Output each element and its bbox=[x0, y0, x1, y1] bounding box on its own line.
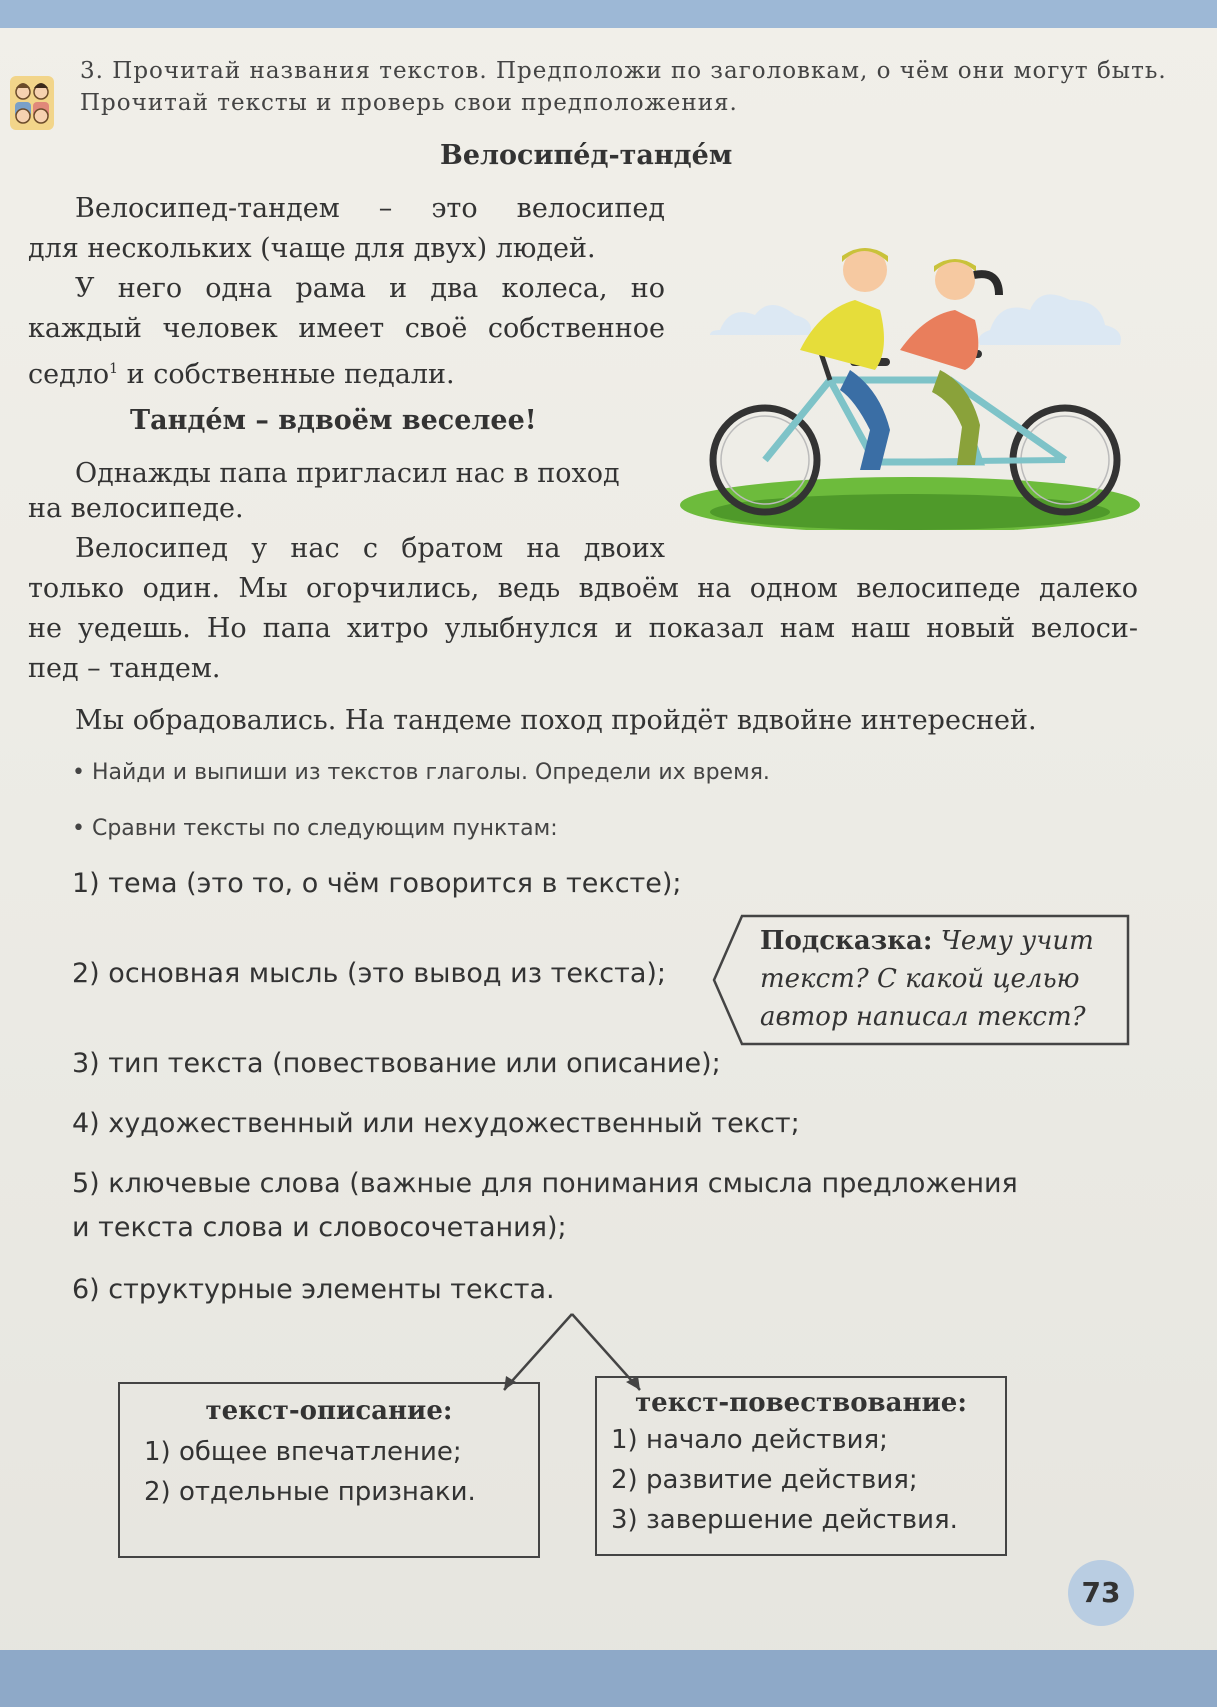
hint-question: автор написал текст? bbox=[760, 1002, 1086, 1032]
text2-line: на велосипеде. bbox=[28, 493, 244, 524]
compare-item-3: 3) тип текста (повествование или описание); bbox=[72, 1048, 721, 1079]
bottom-color-band bbox=[0, 1650, 1217, 1707]
text2-line: Велосипед у нас с братом на двоих bbox=[75, 533, 665, 564]
narration-item: 1) начало действия; bbox=[611, 1425, 888, 1455]
text1-line: Велосипед-тандем – это велосипед bbox=[75, 193, 665, 224]
text2-line: Однажды папа пригласил нас в поход bbox=[75, 458, 620, 489]
hint-line-2 bbox=[760, 960, 1130, 998]
tandem-bicycle-illustration bbox=[680, 230, 1150, 530]
narration-box-title: текст-повествование: bbox=[635, 1388, 967, 1418]
text2-line: не уедешь. Но папа хитро улыбнулся и показал нам наш новый велоси- bbox=[28, 613, 1138, 644]
top-color-band bbox=[0, 0, 1217, 28]
hint-question: Чему учит bbox=[940, 926, 1094, 956]
hint-label: Подсказка: bbox=[760, 926, 933, 956]
text2-line: Мы обрадовались. На тандеме поход пройдёт вдвойне интересней. bbox=[75, 705, 1037, 736]
description-box-title: текст-описание: bbox=[205, 1396, 453, 1426]
text2-line: пед – тандем. bbox=[28, 653, 221, 684]
hint-text bbox=[760, 922, 1130, 1036]
description-item: 1) общее впечатление; bbox=[144, 1437, 462, 1467]
description-item: 2) отдельные признаки. bbox=[144, 1477, 476, 1507]
hint-line-1 bbox=[760, 922, 1130, 960]
compare-item-1: 1) тема (это то, о чём говорится в тексте); bbox=[72, 868, 682, 899]
page-number: 73 bbox=[1068, 1560, 1134, 1626]
footnote-mark: 1 bbox=[109, 361, 119, 377]
text1-title: Велосипе́д-танде́м bbox=[440, 140, 733, 171]
text1-line: для нескольких (чаще для двух) людей. bbox=[28, 233, 596, 264]
description-box bbox=[118, 1382, 540, 1558]
compare-item-5: 5) ключевые слова (важные для понимания смысла предложения bbox=[72, 1168, 1018, 1199]
word-saddle: седло bbox=[28, 359, 110, 390]
compare-item-4: 4) художественный или нехудожественный текст; bbox=[72, 1108, 800, 1139]
text1-line bbox=[28, 350, 455, 394]
bullet-task: • Найди и выпиши из текстов глаголы. Определи их время. bbox=[72, 760, 770, 785]
narration-item: 2) развитие действия; bbox=[611, 1465, 918, 1495]
hint-question: текст? С какой целью bbox=[760, 964, 1080, 994]
narration-item: 3) завершение действия. bbox=[611, 1505, 958, 1535]
text1-line: каждый человек имеет своё собственное bbox=[28, 313, 665, 344]
pair-work-icon bbox=[8, 68, 56, 134]
bullet-task: • Сравни тексты по следующим пунктам: bbox=[72, 816, 558, 841]
hint-line-3 bbox=[760, 998, 1130, 1036]
compare-item-5-cont: и текста слова и словосочетания); bbox=[72, 1212, 567, 1243]
task-instruction: 3. Прочитай названия текстов. Предположи по заголовкам, о чём они могут быть. Прочитай тексты и проверь свои предположения. bbox=[80, 58, 1167, 116]
text2-line: только один. Мы огорчились, ведь вдвоём на одном велосипеде далеко bbox=[28, 573, 1138, 604]
narration-box bbox=[595, 1376, 1007, 1556]
compare-item-2: 2) основная мысль (это вывод из текста); bbox=[72, 958, 667, 989]
compare-item-6: 6) структурные элементы текста. bbox=[72, 1274, 555, 1305]
text2-title: Танде́м – вдвоём веселее! bbox=[130, 405, 537, 436]
text1-line-end: и собственные педали. bbox=[118, 359, 455, 390]
text1-line: У него одна рама и два колеса, но bbox=[75, 273, 665, 304]
